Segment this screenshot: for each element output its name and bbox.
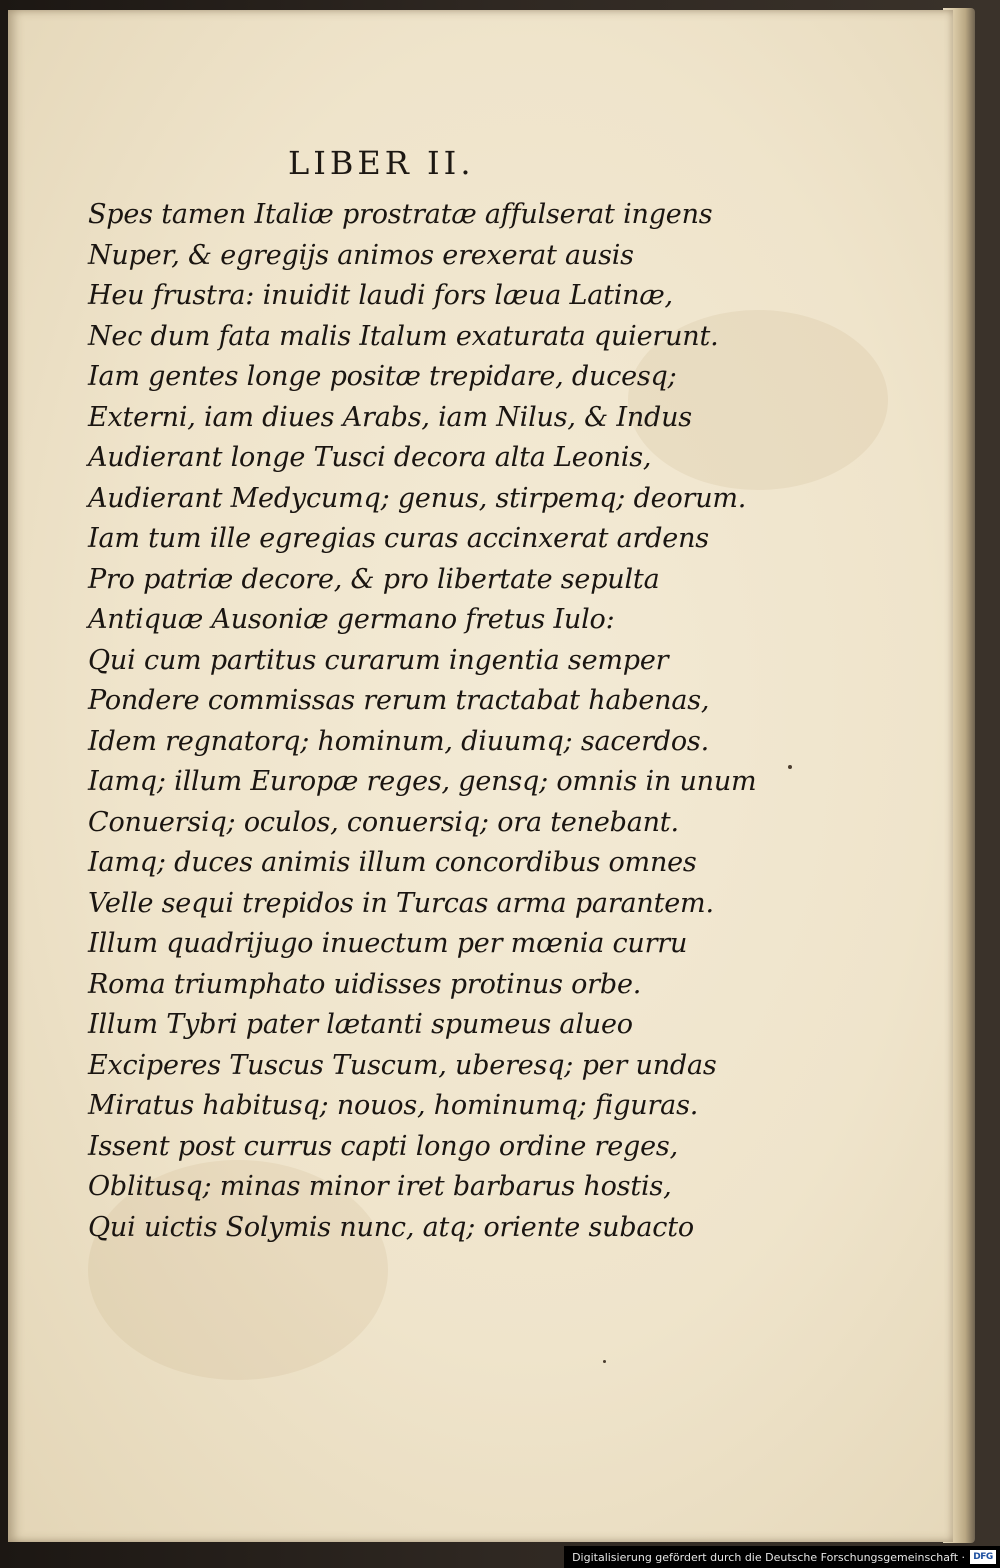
verse-line: Iamq; duces animis illum concordibus omnes bbox=[88, 847, 697, 878]
verse-list bbox=[88, 195, 756, 1248]
verse-line: Illum Tybri pater lætanti spumeus alueo bbox=[88, 1009, 633, 1040]
verse-line: Miratus habitusq; nouos, hominumq; figuras. bbox=[88, 1090, 699, 1121]
verse-line: Velle sequi trepidos in Turcas arma parantem. bbox=[88, 887, 714, 919]
verse-line: Pondere commissas rerum tractabat habenas, bbox=[88, 685, 710, 716]
verse-line: Nec dum fata malis Italum exaturata quierunt. bbox=[88, 320, 719, 352]
verse-line: Nuper, & egregijs animos erexerat ausis bbox=[88, 239, 634, 271]
verse-line: Exciperes Tuscus Tuscum, uberesq; per undas bbox=[88, 1049, 717, 1081]
verse-line: Iam gentes longe positæ trepidare, ducesq; bbox=[88, 361, 677, 392]
verse-line: Idem regnatorq; hominum, diuumq; sacerdos. bbox=[88, 725, 709, 757]
verse-line: Pro patriæ decore, & pro libertate sepulta bbox=[88, 563, 660, 595]
verse-line: Issent post currus capti longo ordine reges, bbox=[88, 1130, 678, 1162]
verse-line: Iam tum ille egregias curas accinxerat ardens bbox=[88, 523, 709, 554]
verse-line: Spes tamen Italiæ prostratæ affulserat ingens bbox=[88, 199, 713, 230]
verse-line: Externi, iam diues Arabs, iam Nilus, & Indus bbox=[88, 401, 692, 433]
paper-speck bbox=[788, 765, 792, 769]
paper-speck bbox=[603, 1360, 606, 1363]
verse-line: Audierant longe Tusci decora alta Leonis, bbox=[88, 442, 652, 473]
verse-line: Oblitusq; minas minor iret barbarus hostis, bbox=[88, 1171, 672, 1202]
running-header: LIBER II. bbox=[288, 144, 475, 182]
verse-line: Heu frustra: inuidit laudi fors læua Latinæ, bbox=[88, 280, 673, 311]
verse-line: Illum quadrijugo inuectum per mœnia curru bbox=[88, 928, 688, 959]
verse-line: Antiquæ Ausoniæ germano fretus Iulo: bbox=[88, 604, 615, 635]
verse-line: Iamq; illum Europæ reges, gensq; omnis in unum bbox=[88, 766, 757, 797]
dfg-logo: DFG bbox=[970, 1550, 996, 1564]
verse-line: Qui uictis Solymis nunc, atq; oriente subacto bbox=[88, 1211, 694, 1243]
funding-credit-text: Digitalisierung gefördert durch die Deutsche Forschungsgemeinschaft · bbox=[572, 1550, 965, 1564]
verse-line: Roma triumphato uidisses protinus orbe. bbox=[88, 968, 642, 1000]
digitization-credit-bar bbox=[564, 1546, 1000, 1568]
verse-line: Qui cum partitus curarum ingentia semper bbox=[88, 644, 669, 676]
verse-line: Conuersiq; oculos, conuersiq; ora tenebant. bbox=[88, 806, 679, 838]
verse-line: Audierant Medycumq; genus, stirpemq; deorum. bbox=[88, 482, 747, 514]
